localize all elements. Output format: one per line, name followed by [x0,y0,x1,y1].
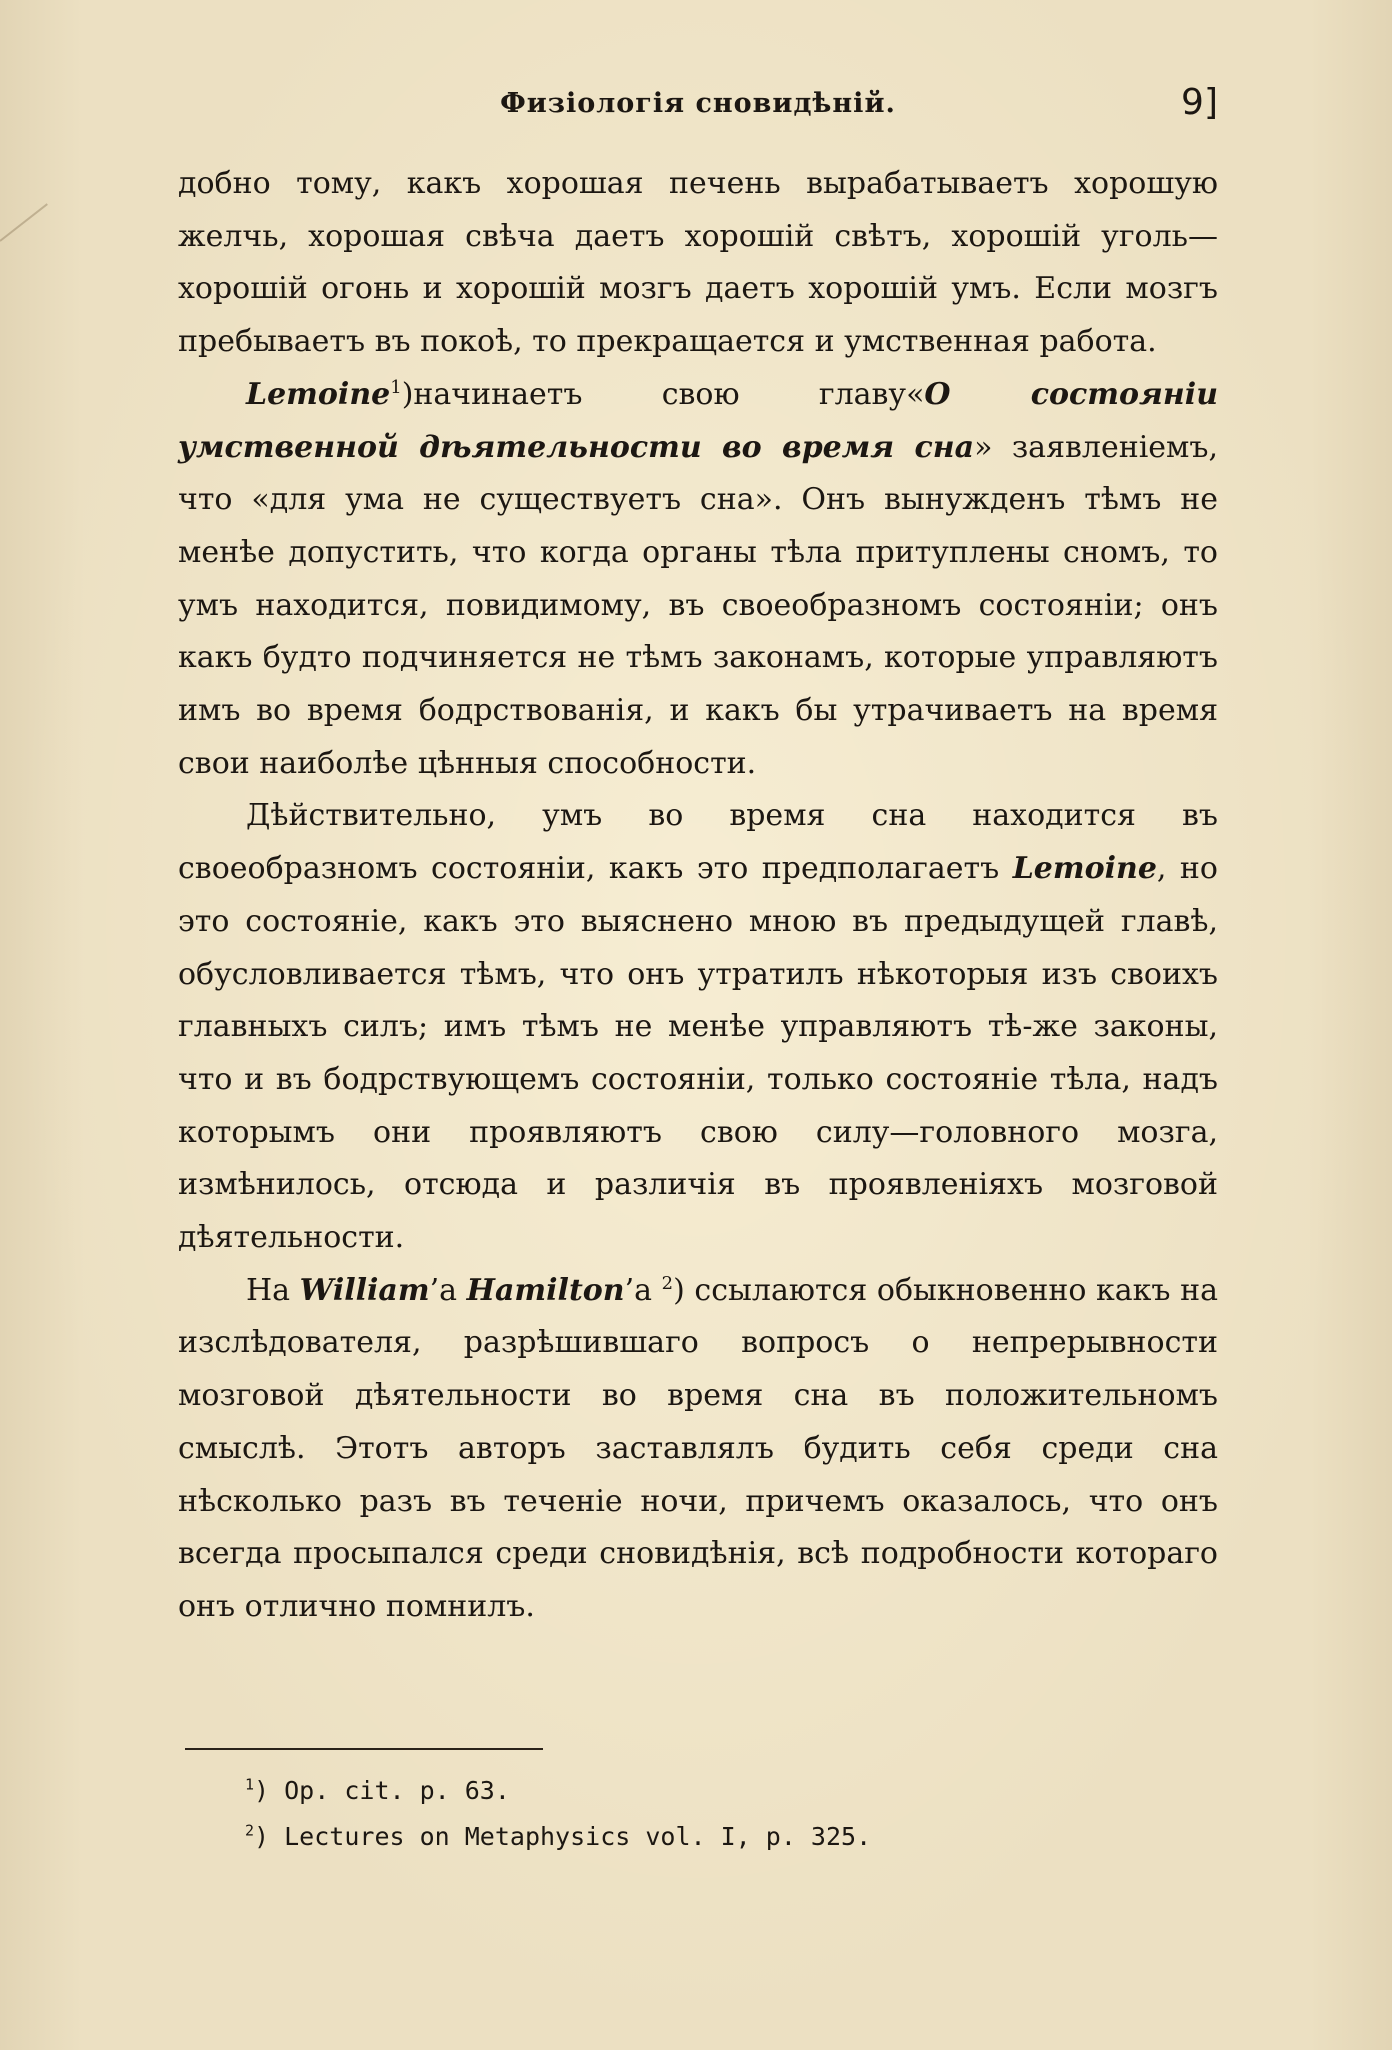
text-run: Дѣйствительно, умъ во время сна находится въ своеобразномъ состояніи, какъ это предполагаетъ [178,798,1218,887]
footnote-reference: 1 [390,376,402,398]
text-run: )начинаетъ свою главу« [401,376,925,412]
paragraph-4 [178,1265,1218,1634]
italic-text: Hamilton [466,1272,625,1308]
text-run: , но это состояніе, какъ это выяснено мною въ предыдущей главѣ, обусловливается тѣмъ, что онъ утратилъ нѣкоторыя изъ своихъ главныхъ силъ; имъ тѣмъ не менѣе управляютъ тѣ-же законы, что и въ бодрствующемъ состояніи, только состояніе тѣла, надъ которымъ они проявляютъ свою силу—головного мозга, измѣнилось, отсюда и различія въ проявленіяхъ мозговой дѣятельности. [178,851,1218,1256]
footnote-divider [185,1748,543,1750]
paragraph-1 [178,158,1218,369]
footnotes [245,1768,1205,1860]
footnote-text: ) Lectures on Metaphysics vol. I, p. 325. [254,1822,872,1851]
paragraph-3 [178,790,1218,1264]
paragraph-2 [178,369,1218,791]
text-run: добно тому, какъ хорошая печень вырабатываетъ хорошую желчь, хорошая свѣча даетъ хорошій свѣтъ, хорошій уголь—хорошій огонь и хорошій мозгъ даетъ хорошій умъ. Если мозгъ пребываетъ въ покоѣ, то прекращается и умственная работа. [178,166,1218,360]
footnote-marker: 2 [245,1821,255,1840]
page-number: 9] [1181,82,1218,123]
italic-text: Lemoine [1012,851,1157,887]
footnote-marker: 1 [245,1775,255,1794]
footnote-1 [245,1768,1205,1814]
running-header [178,82,1218,132]
italic-text: William [299,1272,430,1308]
text-run: » заявленіемъ, что «для ума не существуетъ сна». Онъ вынужденъ тѣмъ не менѣе допустить, что когда органы тѣла притуплены сномъ, то умъ находится, повидимому, въ своеобразномъ состояніи; онъ какъ будто подчиняется не тѣмъ законамъ, которые управляютъ имъ во время бодрствованія, и какъ бы утрачиваетъ на время свои наиболѣе цѣнныя способности. [178,429,1219,781]
text-run: ’а [429,1272,467,1308]
text-run: ’а [624,1272,662,1308]
text-run: На [246,1272,300,1308]
footnote-reference: 2 [661,1272,674,1294]
italic-text: О состояніи умственной дѣятельности во время сна [178,376,1218,465]
running-title: Физіологія сновидѣній. [500,88,896,119]
page-margin-mark [0,203,48,242]
text-run: ) ссылаются обыкновенно какъ на изслѣдователя, разрѣшившаго вопросъ о непрерывности мозговой дѣятельности во время сна въ положительномъ смыслѣ. Этотъ авторъ заставлялъ будить себя среди сна нѣсколько разъ въ теченіе ночи, причемъ оказалось, что онъ всегда просыпался среди сновидѣнія, всѣ подробности котораго онъ отлично помнилъ. [178,1272,1218,1624]
footnote-2 [245,1814,1205,1860]
body-text [178,158,1218,1634]
footnote-text: ) Op. cit. p. 63. [254,1776,510,1805]
italic-text: Lemoine [246,376,391,412]
